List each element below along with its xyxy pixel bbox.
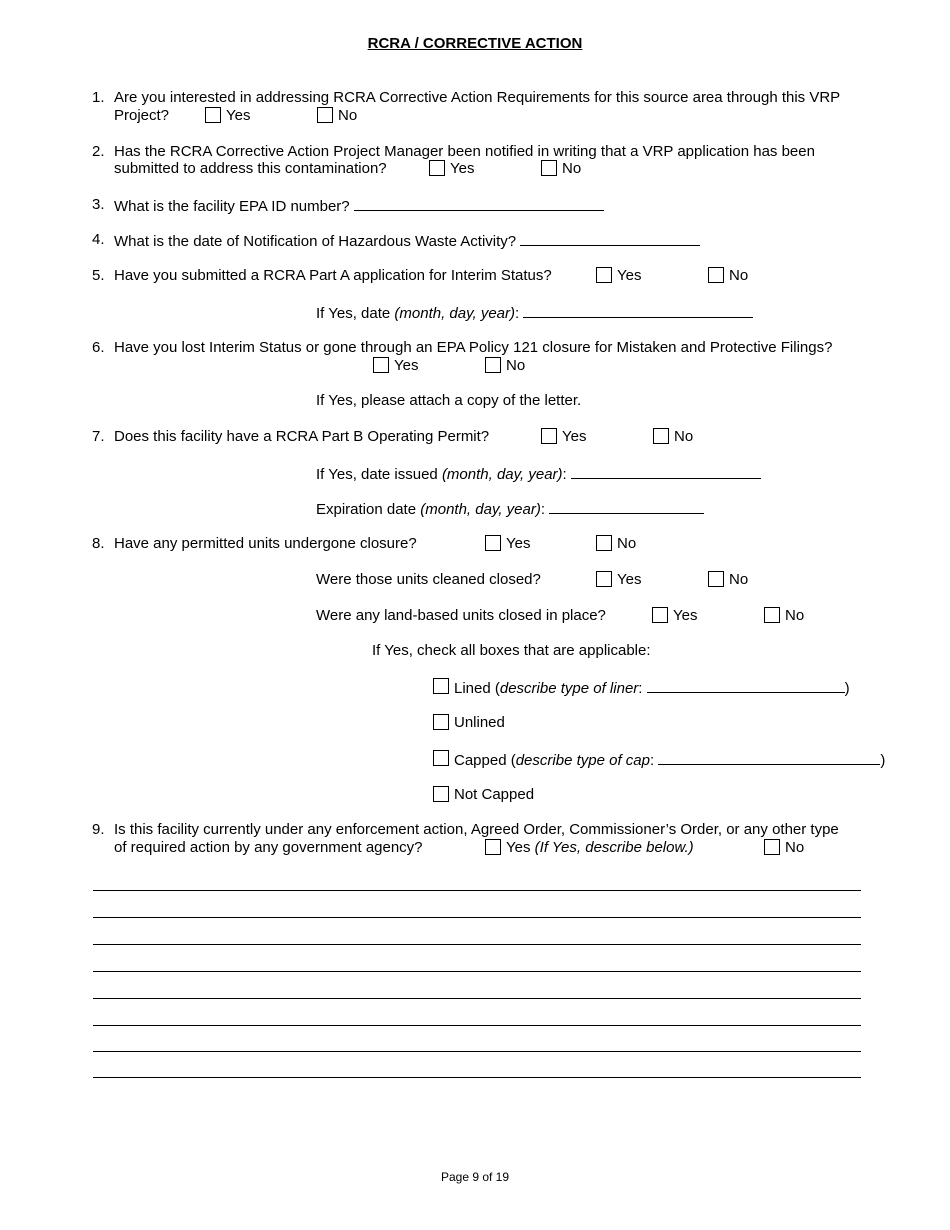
description-line[interactable] <box>93 1051 861 1052</box>
lined-label: Lined ( <box>454 680 500 697</box>
q8-land-no-checkbox[interactable] <box>764 607 780 623</box>
description-line[interactable] <box>93 998 861 999</box>
q9-no-checkbox[interactable] <box>764 839 780 855</box>
notification-date-field[interactable] <box>520 231 700 246</box>
q8-cleaned-yes-checkbox[interactable] <box>596 571 612 587</box>
q8-no-checkbox[interactable] <box>596 535 612 551</box>
description-line[interactable] <box>93 971 861 972</box>
description-line[interactable] <box>93 944 861 945</box>
q8-check-all-text: If Yes, check all boxes that are applicable: <box>372 642 651 659</box>
q1-no-label: No <box>338 107 358 124</box>
capped-option <box>454 750 885 770</box>
lined-colon: : <box>638 680 643 697</box>
q8-number: 8. <box>92 535 105 552</box>
q9-yes-checkbox[interactable] <box>485 839 501 855</box>
q7-yes-label: Yes <box>562 428 587 445</box>
capped-colon: : <box>649 752 655 769</box>
part-a-date-field[interactable] <box>523 303 753 318</box>
q8-land-text: Were any land-based units closed in place? <box>316 607 606 624</box>
q6-yes-label: Yes <box>394 357 419 374</box>
q2-no-label: No <box>562 160 582 177</box>
q1-number: 1. <box>92 89 105 106</box>
q7-expiration <box>316 499 704 519</box>
q6-number: 6. <box>92 339 105 356</box>
q9-text-line2: of required action by any government agency? <box>114 839 423 856</box>
q8-cleaned-no-checkbox[interactable] <box>708 571 724 587</box>
q4-text: What is the date of Notification of Hazardous Waste Activity? <box>114 233 517 250</box>
description-line[interactable] <box>93 917 861 918</box>
q4-question <box>114 231 700 251</box>
q9-number: 9. <box>92 821 105 838</box>
description-line[interactable] <box>93 1077 861 1078</box>
q2-text: Has the RCRA Corrective Action Project Manager been notified in writing that a VRP application has been <box>114 143 815 160</box>
lined-hint: describe type of liner <box>499 680 639 697</box>
q7-issued <box>316 464 761 484</box>
capped-checkbox[interactable] <box>433 750 449 766</box>
q5-yes-label: Yes <box>617 267 642 284</box>
q7-issued-label: If Yes, date issued <box>316 466 442 483</box>
capped-close-paren: ) <box>880 752 886 769</box>
permit-expiration-date-field[interactable] <box>549 499 704 514</box>
q7-issued-format: (month, day, year) <box>441 466 563 483</box>
q2-number: 2. <box>92 143 105 160</box>
lined-option <box>454 678 850 698</box>
q6-text: Have you lost Interim Status or gone through an EPA Policy 121 closure for Mistaken and Protective Filings? <box>114 339 833 356</box>
q2-yes-checkbox[interactable] <box>429 160 445 176</box>
q7-text: Does this facility have a RCRA Part B Operating Permit? <box>114 428 490 445</box>
q8-cleaned-no-label: No <box>729 571 749 588</box>
q5-yes-checkbox[interactable] <box>596 267 612 283</box>
q5-followup-label: If Yes, date <box>316 305 395 322</box>
liner-type-field[interactable] <box>647 678 845 693</box>
q1-yes-label: Yes <box>226 107 251 124</box>
q1-yes-checkbox[interactable] <box>205 107 221 123</box>
q8-yes-checkbox[interactable] <box>485 535 501 551</box>
q5-followup-format: (month, day, year) <box>394 305 516 322</box>
q3-number: 3. <box>92 196 105 213</box>
q9-no-label: No <box>785 839 805 856</box>
q5-followup-colon: : <box>515 305 520 322</box>
q5-no-label: No <box>729 267 749 284</box>
q8-land-yes-label: Yes <box>673 607 698 624</box>
q6-no-checkbox[interactable] <box>485 357 501 373</box>
unlined-checkbox[interactable] <box>433 714 449 730</box>
q9-yes-label: Yes <box>506 839 531 856</box>
permit-issued-date-field[interactable] <box>571 464 761 479</box>
q8-no-label: No <box>617 535 637 552</box>
q6-yes-checkbox[interactable] <box>373 357 389 373</box>
q3-text: What is the facility EPA ID number? <box>114 198 350 215</box>
q9-yes-option <box>506 839 694 857</box>
q7-no-label: No <box>674 428 694 445</box>
q8-yes-label: Yes <box>506 535 531 552</box>
q5-text: Have you submitted a RCRA Part A application for Interim Status? <box>114 267 552 284</box>
page-title: RCRA / CORRECTIVE ACTION <box>367 35 583 52</box>
q8-cleaned-yes-label: Yes <box>617 571 642 588</box>
q2-text-line2: submitted to address this contamination? <box>114 160 387 177</box>
q6-no-label: No <box>506 357 526 374</box>
description-line[interactable] <box>93 890 861 891</box>
q8-cleaned-text: Were those units cleaned closed? <box>316 571 541 588</box>
not-capped-label: Not Capped <box>454 786 535 803</box>
q2-no-checkbox[interactable] <box>541 160 557 176</box>
q7-no-checkbox[interactable] <box>653 428 669 444</box>
not-capped-checkbox[interactable] <box>433 786 449 802</box>
q7-number: 7. <box>92 428 105 445</box>
q2-yes-label: Yes <box>450 160 475 177</box>
lined-checkbox[interactable] <box>433 678 449 694</box>
q3-question <box>114 196 604 216</box>
q1-text-line2: Project? <box>114 107 170 124</box>
capped-hint: describe type of cap <box>515 752 650 769</box>
q7-issued-colon: : <box>562 466 567 483</box>
q6-followup: If Yes, please attach a copy of the letter. <box>316 392 582 409</box>
q5-number: 5. <box>92 267 105 284</box>
q7-yes-checkbox[interactable] <box>541 428 557 444</box>
cap-type-field[interactable] <box>658 750 880 765</box>
q5-no-checkbox[interactable] <box>708 267 724 283</box>
lined-close-paren: ) <box>844 680 850 697</box>
q9-yes-note: (If Yes, describe below.) <box>534 839 694 856</box>
q7-expiration-format: (month, day, year) <box>420 501 541 518</box>
q8-land-no-label: No <box>785 607 805 624</box>
q8-text: Have any permitted units undergone closure? <box>114 535 417 552</box>
q1-no-checkbox[interactable] <box>317 107 333 123</box>
q5-followup <box>316 303 753 323</box>
page-number: Page 9 of 19 <box>440 1170 510 1184</box>
capped-label: Capped ( <box>454 752 516 769</box>
unlined-label: Unlined <box>454 714 505 731</box>
q8-land-yes-checkbox[interactable] <box>652 607 668 623</box>
q1-text: Are you interested in addressing RCRA Corrective Action Requirements for this source area through this VRP <box>114 89 841 106</box>
description-line[interactable] <box>93 1025 861 1026</box>
q7-expiration-label: Expiration date <box>316 501 421 518</box>
epa-id-field[interactable] <box>354 196 604 211</box>
q7-expiration-colon: : <box>540 501 546 518</box>
q9-text: Is this facility currently under any enforcement action, Agreed Order, Commissioner’s Order, or any other type <box>114 821 839 838</box>
q4-number: 4. <box>92 231 105 248</box>
